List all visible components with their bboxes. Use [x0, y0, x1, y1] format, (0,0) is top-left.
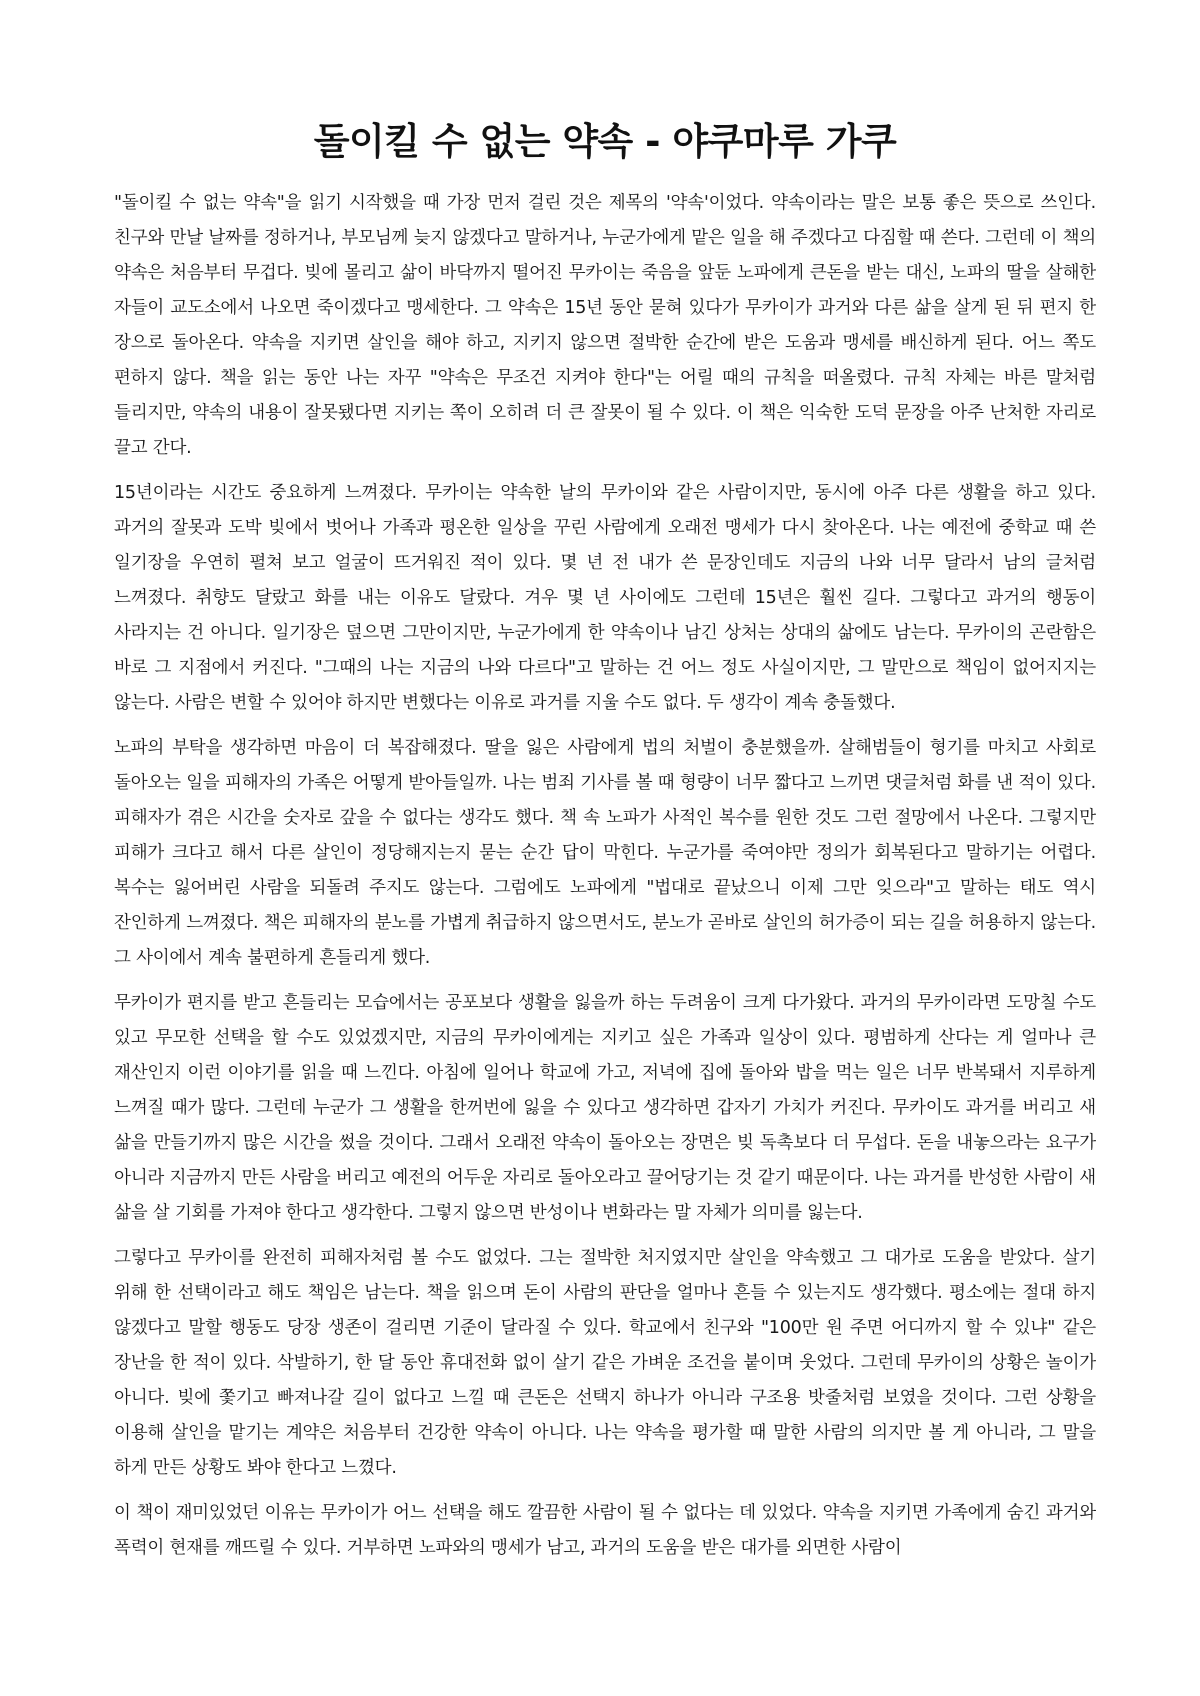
document-body — [114, 186, 1096, 1566]
document-title: 돌이킬 수 없는 약속 - 야쿠마루 가쿠 — [313, 120, 897, 163]
paragraph-1: "돌이킬 수 없는 약속"을 읽기 시작했을 때 가장 먼저 걸린 것은 제목의 '약속'이었다. 약속이라는 말은 보통 좋은 뜻으로 쓰인다. 친구와 만날 날짜를 정하거나, 부모님께 늦지 않겠다고 말하거나, 누군가에게 맡은 일을 해 주겠다고 다짐할 때 쓴다. 그런데 이 책의 약속은 처음부터 무겁다. 빚에 몰리고 삶이 바닥까지 떨어진 무카이는 죽음을 앞둔 노파에게 큰돈을 받는 대신, 노파의 딸을 살해한 자들이 교도소에서 나오면 죽이겠다고 맹세한다. 그 약속은 15년 동안 묻혀 있다가 무카이가 과거와 다른 삶을 살게 된 뒤 편지 한 장으로 돌아온다. 약속을 지키면 살인을 해야 하고, 지키지 않으면 절박한 순간에 받은 도움과 맹세를 배신하게 된다. 어느 쪽도 편하지 않다. 책을 읽는 동안 나는 자꾸 "약속은 무조건 지켜야 한다"는 어릴 때의 규칙을 떠올렸다. 규칙 자체는 바른 말처럼 들리지만, 약속의 내용이 잘못됐다면 지키는 쪽이 오히려 더 큰 잘못이 될 수 있다. 이 책은 익숙한 도덕 문장을 아주 난처한 자리로 끌고 간다. — [114, 193, 1096, 458]
paragraph-4: 무카이가 편지를 받고 흔들리는 모습에서는 공포보다 생활을 잃을까 하는 두려움이 크게 다가왔다. 과거의 무카이라면 도망칠 수도 있고 무모한 선택을 할 수도 있었겠지만, 지금의 무카이에게는 지키고 싶은 가족과 일상이 있다. 평범하게 산다는 게 얼마나 큰 재산인지 이런 이야기를 읽을 때 느낀다. 아침에 일어나 학교에 가고, 저녁에 집에 돌아와 밥을 먹는 일은 너무 반복돼서 지루하게 느껴질 때가 많다. 그런데 누군가 그 생활을 한꺼번에 잃을 수 있다고 생각하면 갑자기 가치가 커진다. 무카이도 과거를 버리고 새 삶을 만들기까지 많은 시간을 썼을 것이다. 그래서 오래전 약속이 돌아오는 장면은 빚 독촉보다 더 무섭다. 돈을 내놓으라는 요구가 아니라 지금까지 만든 사람을 버리고 예전의 어두운 자리로 돌아오라고 끌어당기는 것 같기 때문이다. 나는 과거를 반성한 사람이 새 삶을 살 기회를 가져야 한다고 생각한다. 그렇지 않으면 반성이나 변화라는 말 자체가 의미를 잃는다. — [114, 993, 1096, 1223]
paragraph-3: 노파의 부탁을 생각하면 마음이 더 복잡해졌다. 딸을 잃은 사람에게 법의 처벌이 충분했을까. 살해범들이 형기를 마치고 사회로 돌아오는 일을 피해자의 가족은 어떻게 받아들일까. 나는 범죄 기사를 볼 때 형량이 너무 짧다고 느끼면 댓글처럼 화를 낸 적이 있다. 피해자가 겪은 시간을 숫자로 갚을 수 없다는 생각도 했다. 책 속 노파가 사적인 복수를 원한 것도 그런 절망에서 나온다. 그렇지만 피해가 크다고 해서 다른 살인이 정당해지는지 묻는 순간 답이 막힌다. 누군가를 죽여야만 정의가 회복된다고 말하기는 어렵다. 복수는 잃어버린 사람을 되돌려 주지도 않는다. 그럼에도 노파에게 "법대로 끝났으니 이제 그만 잊으라"고 말하는 태도 역시 잔인하게 느껴졌다. 책은 피해자의 분노를 가볍게 취급하지 않으면서도, 분노가 곧바로 살인의 허가증이 되는 길을 허용하지 않는다. 그 사이에서 계속 불편하게 흔들리게 했다. — [114, 738, 1096, 968]
paragraph-2: 15년이라는 시간도 중요하게 느껴졌다. 무카이는 약속한 날의 무카이와 같은 사람이지만, 동시에 아주 다른 생활을 하고 있다. 과거의 잘못과 도박 빚에서 벗어나 가족과 평온한 일상을 꾸린 사람에게 오래전 맹세가 다시 찾아온다. 나는 예전에 중학교 때 쓴 일기장을 우연히 펼쳐 보고 얼굴이 뜨거워진 적이 있다. 몇 년 전 내가 쓴 문장인데도 지금의 나와 너무 달라서 남의 글처럼 느껴졌다. 취향도 달랐고 화를 내는 이유도 달랐다. 겨우 몇 년 사이에도 그런데 15년은 훨씬 길다. 그렇다고 과거의 행동이 사라지는 건 아니다. 일기장은 덮으면 그만이지만, 누군가에게 한 약속이나 남긴 상처는 상대의 삶에도 남는다. 무카이의 곤란함은 바로 그 지점에서 커진다. "그때의 나는 지금의 나와 다르다"고 말하는 건 어느 정도 사실이지만, 그 말만으로 책임이 없어지지는 않는다. 사람은 변할 수 있어야 하지만 변했다는 이유로 과거를 지울 수도 없다. 두 생각이 계속 충돌했다. — [114, 483, 1096, 713]
paragraph-5: 그렇다고 무카이를 완전히 피해자처럼 볼 수도 없었다. 그는 절박한 처지였지만 살인을 약속했고 그 대가로 도움을 받았다. 살기 위해 한 선택이라고 해도 책임은 남는다. 책을 읽으며 돈이 사람의 판단을 얼마나 흔들 수 있는지도 생각했다. 평소에는 절대 하지 않겠다고 말할 행동도 당장 생존이 걸리면 기준이 달라질 수 있다. 학교에서 친구와 "100만 원 주면 어디까지 할 수 있냐" 같은 장난을 한 적이 있다. 삭발하기, 한 달 동안 휴대전화 없이 살기 같은 가벼운 조건을 붙이며 웃었다. 그런데 무카이의 상황은 놀이가 아니다. 빚에 쫓기고 빠져나갈 길이 없다고 느낄 때 큰돈은 선택지 하나가 아니라 구조용 밧줄처럼 보였을 것이다. 그런 상황을 이용해 살인을 맡기는 계약은 처음부터 건강한 약속이 아니다. 나는 약속을 평가할 때 말한 사람의 의지만 볼 게 아니라, 그 말을 하게 만든 상황도 봐야 한다고 느꼈다. — [114, 1248, 1096, 1478]
paragraph-6: 이 책이 재미있었던 이유는 무카이가 어느 선택을 해도 깔끔한 사람이 될 수 없다는 데 있었다. 약속을 지키면 가족에게 숨긴 과거와 폭력이 현재를 깨뜨릴 수 있다. 거부하면 노파와의 맹세가 남고, 과거의 도움을 받은 대가를 외면한 사람이 — [114, 1503, 1096, 1558]
